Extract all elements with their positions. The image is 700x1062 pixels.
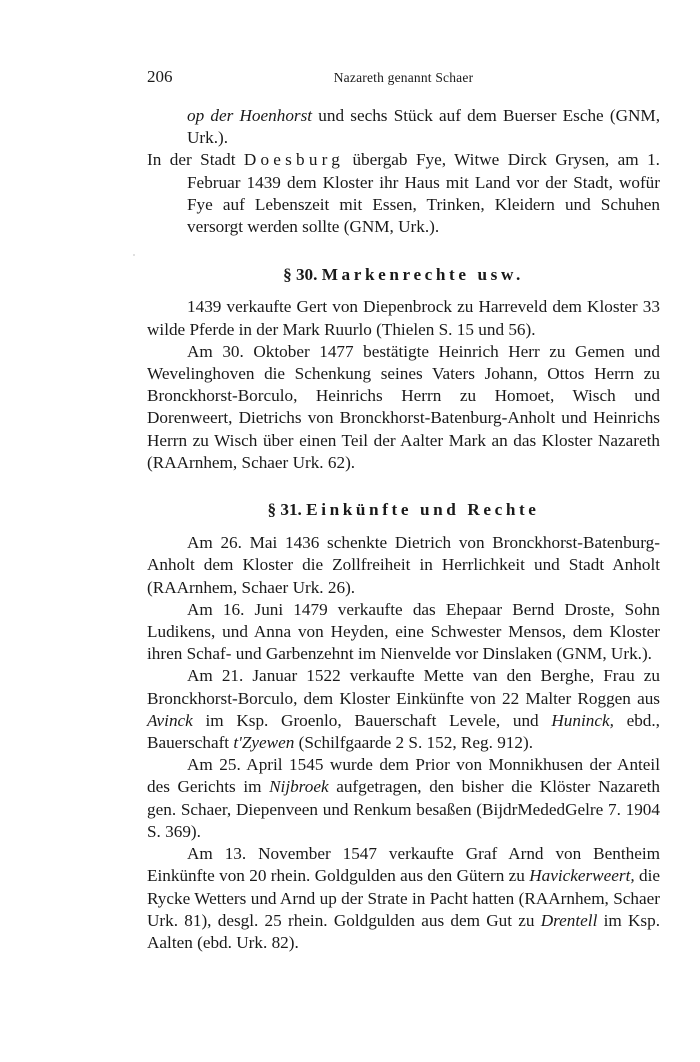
section-number: § 31. xyxy=(267,500,302,520)
speck-mark xyxy=(133,254,135,256)
book-page xyxy=(147,66,660,954)
place-name-italic: Drentell xyxy=(540,910,598,930)
paragraph-text: im Ksp. Groenlo, Bauerschaft Levele, und xyxy=(192,710,552,730)
section-title: Einkünfte und Rechte xyxy=(306,500,540,520)
place-name-italic: Havickerweert, xyxy=(529,866,635,886)
paragraph-text: aufgetragen, den bisher die Klöster Nazareth gen. Schaer, Diepenveen und Renkum besaßen (BijdrMededGelre 7. 1904 S. 369). xyxy=(147,777,660,841)
paragraph-doesburg xyxy=(147,149,660,238)
page-number: 206 xyxy=(147,67,173,86)
paragraph-text: die Rycke Wetters und Arnd up der Strate in Pacht hatten (RAArnhem, Schaer Urk. 81), desgl. 25 rhein. Goldgulden aus dem Gut zu xyxy=(147,866,660,930)
place-name-italic: Avinck xyxy=(147,710,193,730)
paragraph-text: übergab Fye, Witwe Dirck Grysen, am 1. Februar 1439 dem Kloster ihr Haus mit Land vor der Stadt, wofür Fye auf Lebenszeit mit Essen, Trinken, Kleidern und Schuhen versorgt werden sollte (GNM, Urk.). xyxy=(187,150,660,237)
paragraph-diepenbrock: 1439 verkaufte Gert von Diepenbrock zu Harreveld dem Kloster 33 wilde Pferde in der Mark Ruurlo (Thielen S. 15 und 56). xyxy=(147,297,660,339)
paragraph-droste: Am 16. Juni 1479 verkaufte das Ehepaar Bernd Droste, Sohn Ludikens, und Anna von Heyden, eine Schwester Mensos, dem Kloster ihren Schaf- und Garbenzehnt im Nienvelde vor Dinslaken (GNM, Urk.). xyxy=(147,599,660,664)
section-heading-30 xyxy=(147,264,660,286)
paragraph-gemen: Am 30. Oktober 1477 bestätigte Heinrich Herr zu Gemen und Wevelinghoven die Schenkung seines Vaters Johann, Ottos Herrn zu Bronckhorst-Borculo, Heinrichs Herrn zu Homoet, Wisch und Dorenweert, Dietrichs von Bronckhorst-Batenburg-Anholt und Heinrichs Herrn zu Wisch über einen Teil der Aalter Mark an das Kloster Nazareth (RAArnhem, Schaer Urk. 62). xyxy=(147,341,660,472)
place-name-italic: Nijbroek xyxy=(269,777,329,797)
paragraph-zollfreiheit: Am 26. Mai 1436 schenkte Dietrich von Bronckhorst-Batenburg-Anholt dem Kloster die Zollfreiheit in Herrlichkeit und Stadt Anholt (RAArnhem, Schaer Urk. 26). xyxy=(147,533,660,597)
place-name-italic: t'Zyewen xyxy=(233,733,295,753)
paragraph-hoenhorst xyxy=(147,105,660,149)
section-heading-31 xyxy=(147,499,660,521)
paragraph-text: ebd., Bauerschaft xyxy=(147,710,660,753)
running-title: Nazareth genannt Schaer xyxy=(333,70,474,85)
place-name-italic: op der Hoenhorst xyxy=(187,106,313,125)
paragraph-text: In der Stadt xyxy=(147,150,244,170)
paragraph-mette-van-den-berghe xyxy=(147,665,660,754)
place-name-italic: Huninck, xyxy=(551,710,614,730)
paragraph-text: Am 21. Januar 1522 verkaufte Mette van den Berghe, Frau zu Bronckhorst-Borculo, dem Kloster Einkünfte von 22 Malter Roggen aus xyxy=(147,666,660,708)
paragraph-nijbroek xyxy=(147,754,660,843)
running-head xyxy=(147,66,660,88)
paragraph-text: Am 13. November 1547 verkaufte Graf Arnd von Bentheim Einkünfte von 20 rhein. Goldgulden aus den Gütern zu xyxy=(147,844,660,886)
paragraph-text: Am 25. April 1545 wurde dem Prior von Monnikhusen der Anteil des Gerichts im xyxy=(147,755,660,797)
section-title: Markenrechte usw. xyxy=(321,265,524,285)
paragraph-text: (Schilfgaarde 2 S. 152, Reg. 912). xyxy=(294,733,534,753)
paragraph-bentheim xyxy=(147,843,660,954)
paragraph-text: im Ksp. Aalten (ebd. Urk. 82). xyxy=(147,910,660,952)
paragraph-text: und sechs Stück auf dem Buerser Esche (GNM, Urk.). xyxy=(187,106,660,148)
town-name-spaced: Doesburg xyxy=(243,150,345,170)
section-number: § 30. xyxy=(283,265,318,285)
